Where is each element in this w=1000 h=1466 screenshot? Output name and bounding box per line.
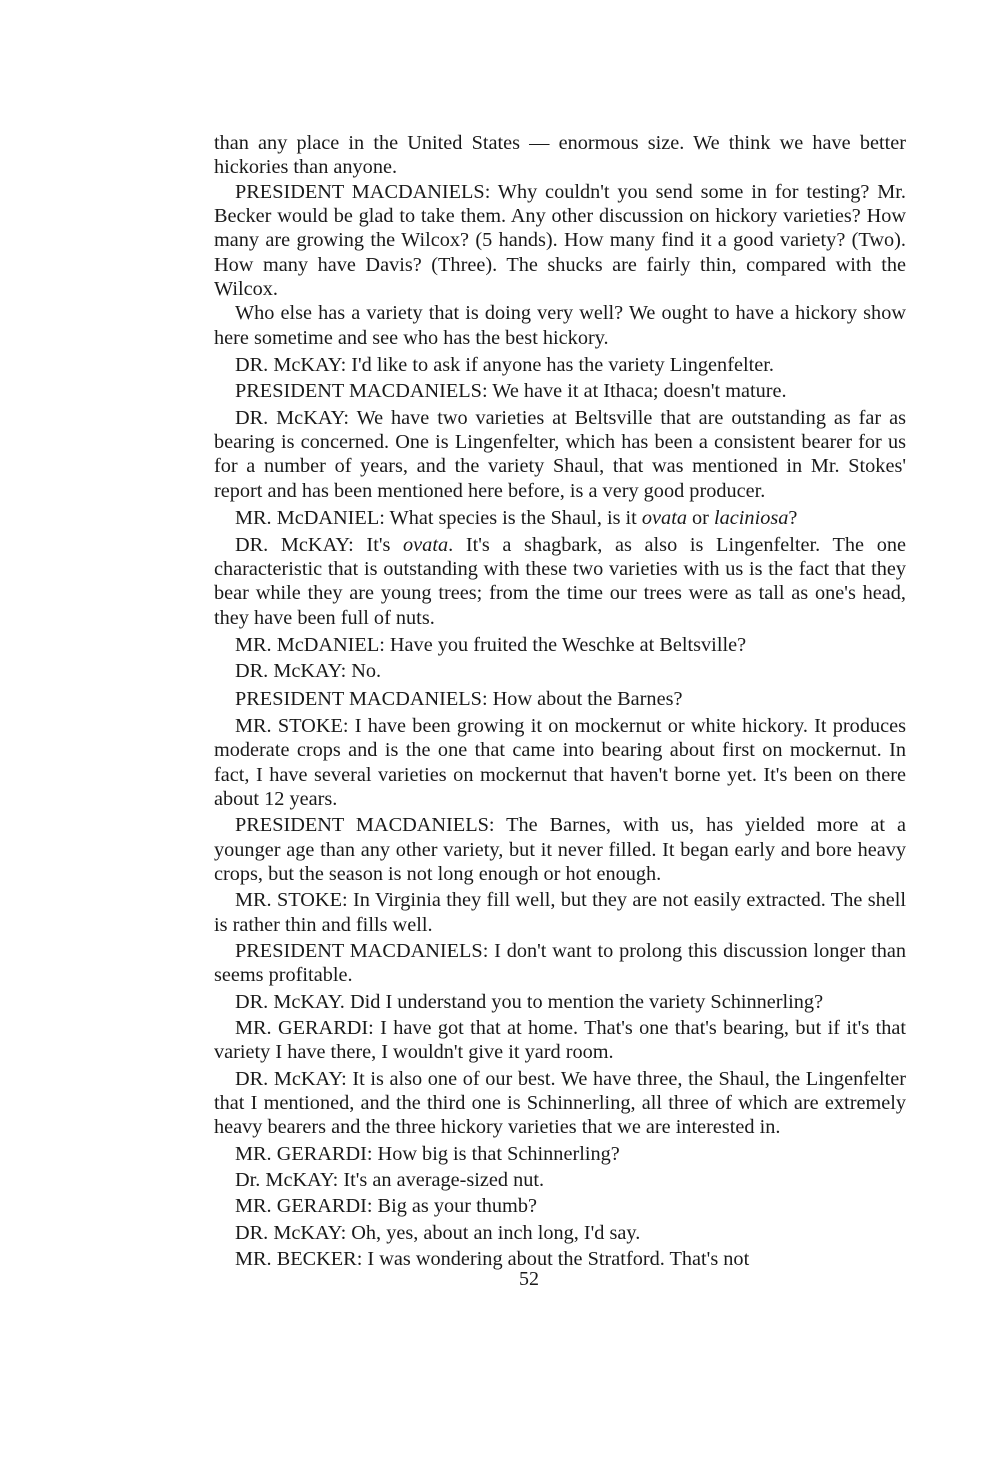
paragraph: DR. McKAY: We have two varieties at Beltsville that are outstanding as far as bearing is concerned. One is Lingenfelter, which has been a consistent bearer for us for a number of years, and the variety Shaul, that was mentioned in Mr. Stokes' report and has been mentioned here before, is a very good producer. [214,406,906,502]
paragraph: MR. GERARDI: Big as your thumb? [235,1195,537,1218]
paragraph: MR. GERARDI: I have got that at home. That's one that's bearing, but if it's that variety I have there, I wouldn't give it yard room. [214,1017,906,1064]
page-number: 52 [519,1268,539,1290]
paragraph: MR. McDANIEL: What species is the Shaul, is it ovata or laciniosa? [235,507,798,530]
document-body [214,131,906,1271]
paragraph: MR. BECKER: I was wondering about the Stratford. That's not [235,1248,750,1271]
paragraph: DR. McKAY: No. [235,660,382,683]
paragraph: PRESIDENT MACDANIELS: How about the Barnes? [235,687,683,710]
paragraph: Who else has a variety that is doing very well? We ought to have a hickory show here sometime and see who has the best hickory. [214,302,906,349]
paragraph: than any place in the United States — enormous size. We think we have better hickories than anyone. [214,132,906,179]
paragraph: PRESIDENT MACDANIELS: The Barnes, with us, has yielded more at a younger age than any other variety, but it never filled. It began early and bore heavy crops, but the season is not long enough or hot enough. [214,814,906,885]
paragraph: MR. STOKE: I have been growing it on mockernut or white hickory. It produces moderate crops and is the one that came into bearing about first on mockernut. In fact, I have several varieties on mockernut that haven't borne yet. It's been on there about 12 years. [214,714,906,810]
paragraph: DR. McKAY: It is also one of our best. We have three, the Shaul, the Lingenfelter that I mentioned, and the third one is Schinnerling, all three of which are extremely heavy bearers and the three hickory varieties that we are interested in. [214,1067,906,1139]
paragraph: PRESIDENT MACDANIELS: I don't want to prolong this discussion longer than seems profitable. [214,940,906,987]
paragraph: DR. McKAY. Did I understand you to mention the variety Schinnerling? [235,990,824,1013]
paragraph: PRESIDENT MACDANIELS: We have it at Ithaca; doesn't mature. [235,380,787,403]
paragraph: DR. McKAY: It's ovata. It's a shagbark, as also is Lingenfelter. The one characteristic that is outstanding with these two varieties with us is the fact that they bear while they are young trees; from the time our trees were as tall as one's head, they have been full of nuts. [214,533,906,629]
paragraph: PRESIDENT MACDANIELS: Why couldn't you send some in for testing? Mr. Becker would be glad to take them. Any other discussion on hickory varieties? How many are growing the Wilcox? (5 hands). How many find it a good variety? (Two). How many have Davis? (Three). The shucks are fairly thin, compared with the Wilcox. [214,180,906,301]
paragraph: MR. GERARDI: How big is that Schinnerling? [235,1142,620,1165]
paragraph: DR. McKAY: Oh, yes, about an inch long, I'd say. [235,1221,641,1244]
paragraph: MR. STOKE: In Virginia they fill well, but they are not easily extracted. The shell is rather thin and fills well. [214,889,906,936]
paragraph: DR. McKAY: I'd like to ask if anyone has the variety Lingenfelter. [235,354,774,377]
paragraph: MR. McDANIEL: Have you fruited the Weschke at Beltsville? [235,633,747,656]
paragraph: Dr. McKAY: It's an average-sized nut. [235,1169,545,1192]
